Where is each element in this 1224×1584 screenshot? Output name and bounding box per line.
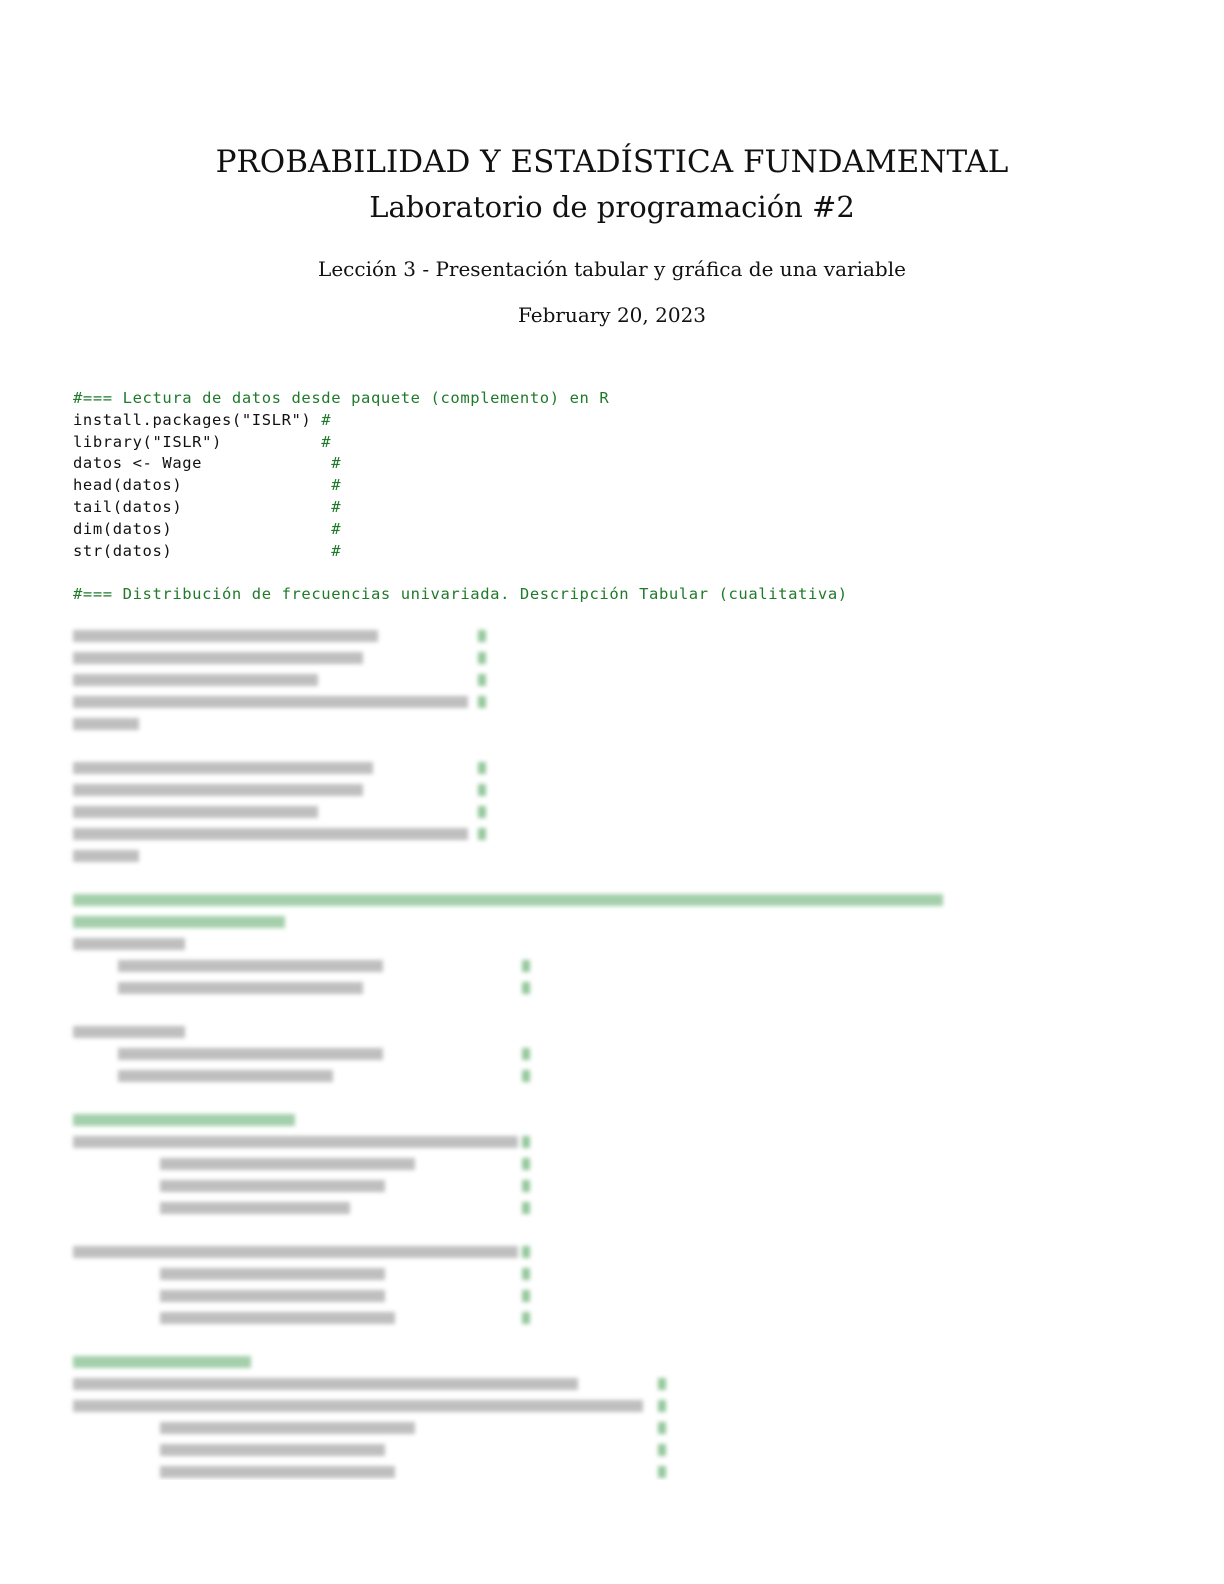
code-text: str(datos) bbox=[73, 541, 332, 560]
code-text: install.packages("ISLR") bbox=[73, 410, 322, 429]
code-comment: # bbox=[321, 410, 332, 429]
code-line bbox=[73, 410, 1173, 432]
code-line bbox=[73, 432, 1173, 454]
code-text: dim(datos) bbox=[73, 519, 332, 538]
code-text: library("ISLR") bbox=[73, 432, 322, 451]
code-comment: # bbox=[331, 541, 342, 560]
code-line bbox=[73, 541, 1173, 563]
code-heading-reading: #=== Lectura de datos desde paquete (complemento) en R bbox=[73, 389, 610, 407]
code-line bbox=[73, 497, 1173, 519]
title-block bbox=[0, 140, 1224, 328]
code-heading-frequency: #=== Distribución de frecuencias univariada. Descripción Tabular (cualitativa) bbox=[73, 585, 848, 603]
code-text: tail(datos) bbox=[73, 497, 332, 516]
blurred-code-region bbox=[0, 600, 1224, 1480]
code-line bbox=[73, 475, 1173, 497]
code-comment: # bbox=[331, 497, 342, 516]
code-line bbox=[73, 453, 1173, 475]
code-comment: # bbox=[321, 432, 332, 451]
code-block-reading bbox=[73, 388, 1173, 562]
code-comment: # bbox=[331, 454, 342, 473]
document-date: February 20, 2023 bbox=[517, 303, 707, 327]
code-comment: # bbox=[331, 476, 342, 495]
code-line bbox=[73, 519, 1173, 541]
code-comment: # bbox=[331, 519, 342, 538]
lesson-title: Lección 3 - Presentación tabular y gráfica de una variable bbox=[318, 257, 906, 281]
code-text: datos <- Wage bbox=[73, 454, 332, 473]
document-title: PROBABILIDAD Y ESTADÍSTICA FUNDAMENTAL bbox=[215, 144, 1009, 180]
document-subtitle: Laboratorio de programación #2 bbox=[369, 190, 855, 224]
code-text: head(datos) bbox=[73, 476, 332, 495]
